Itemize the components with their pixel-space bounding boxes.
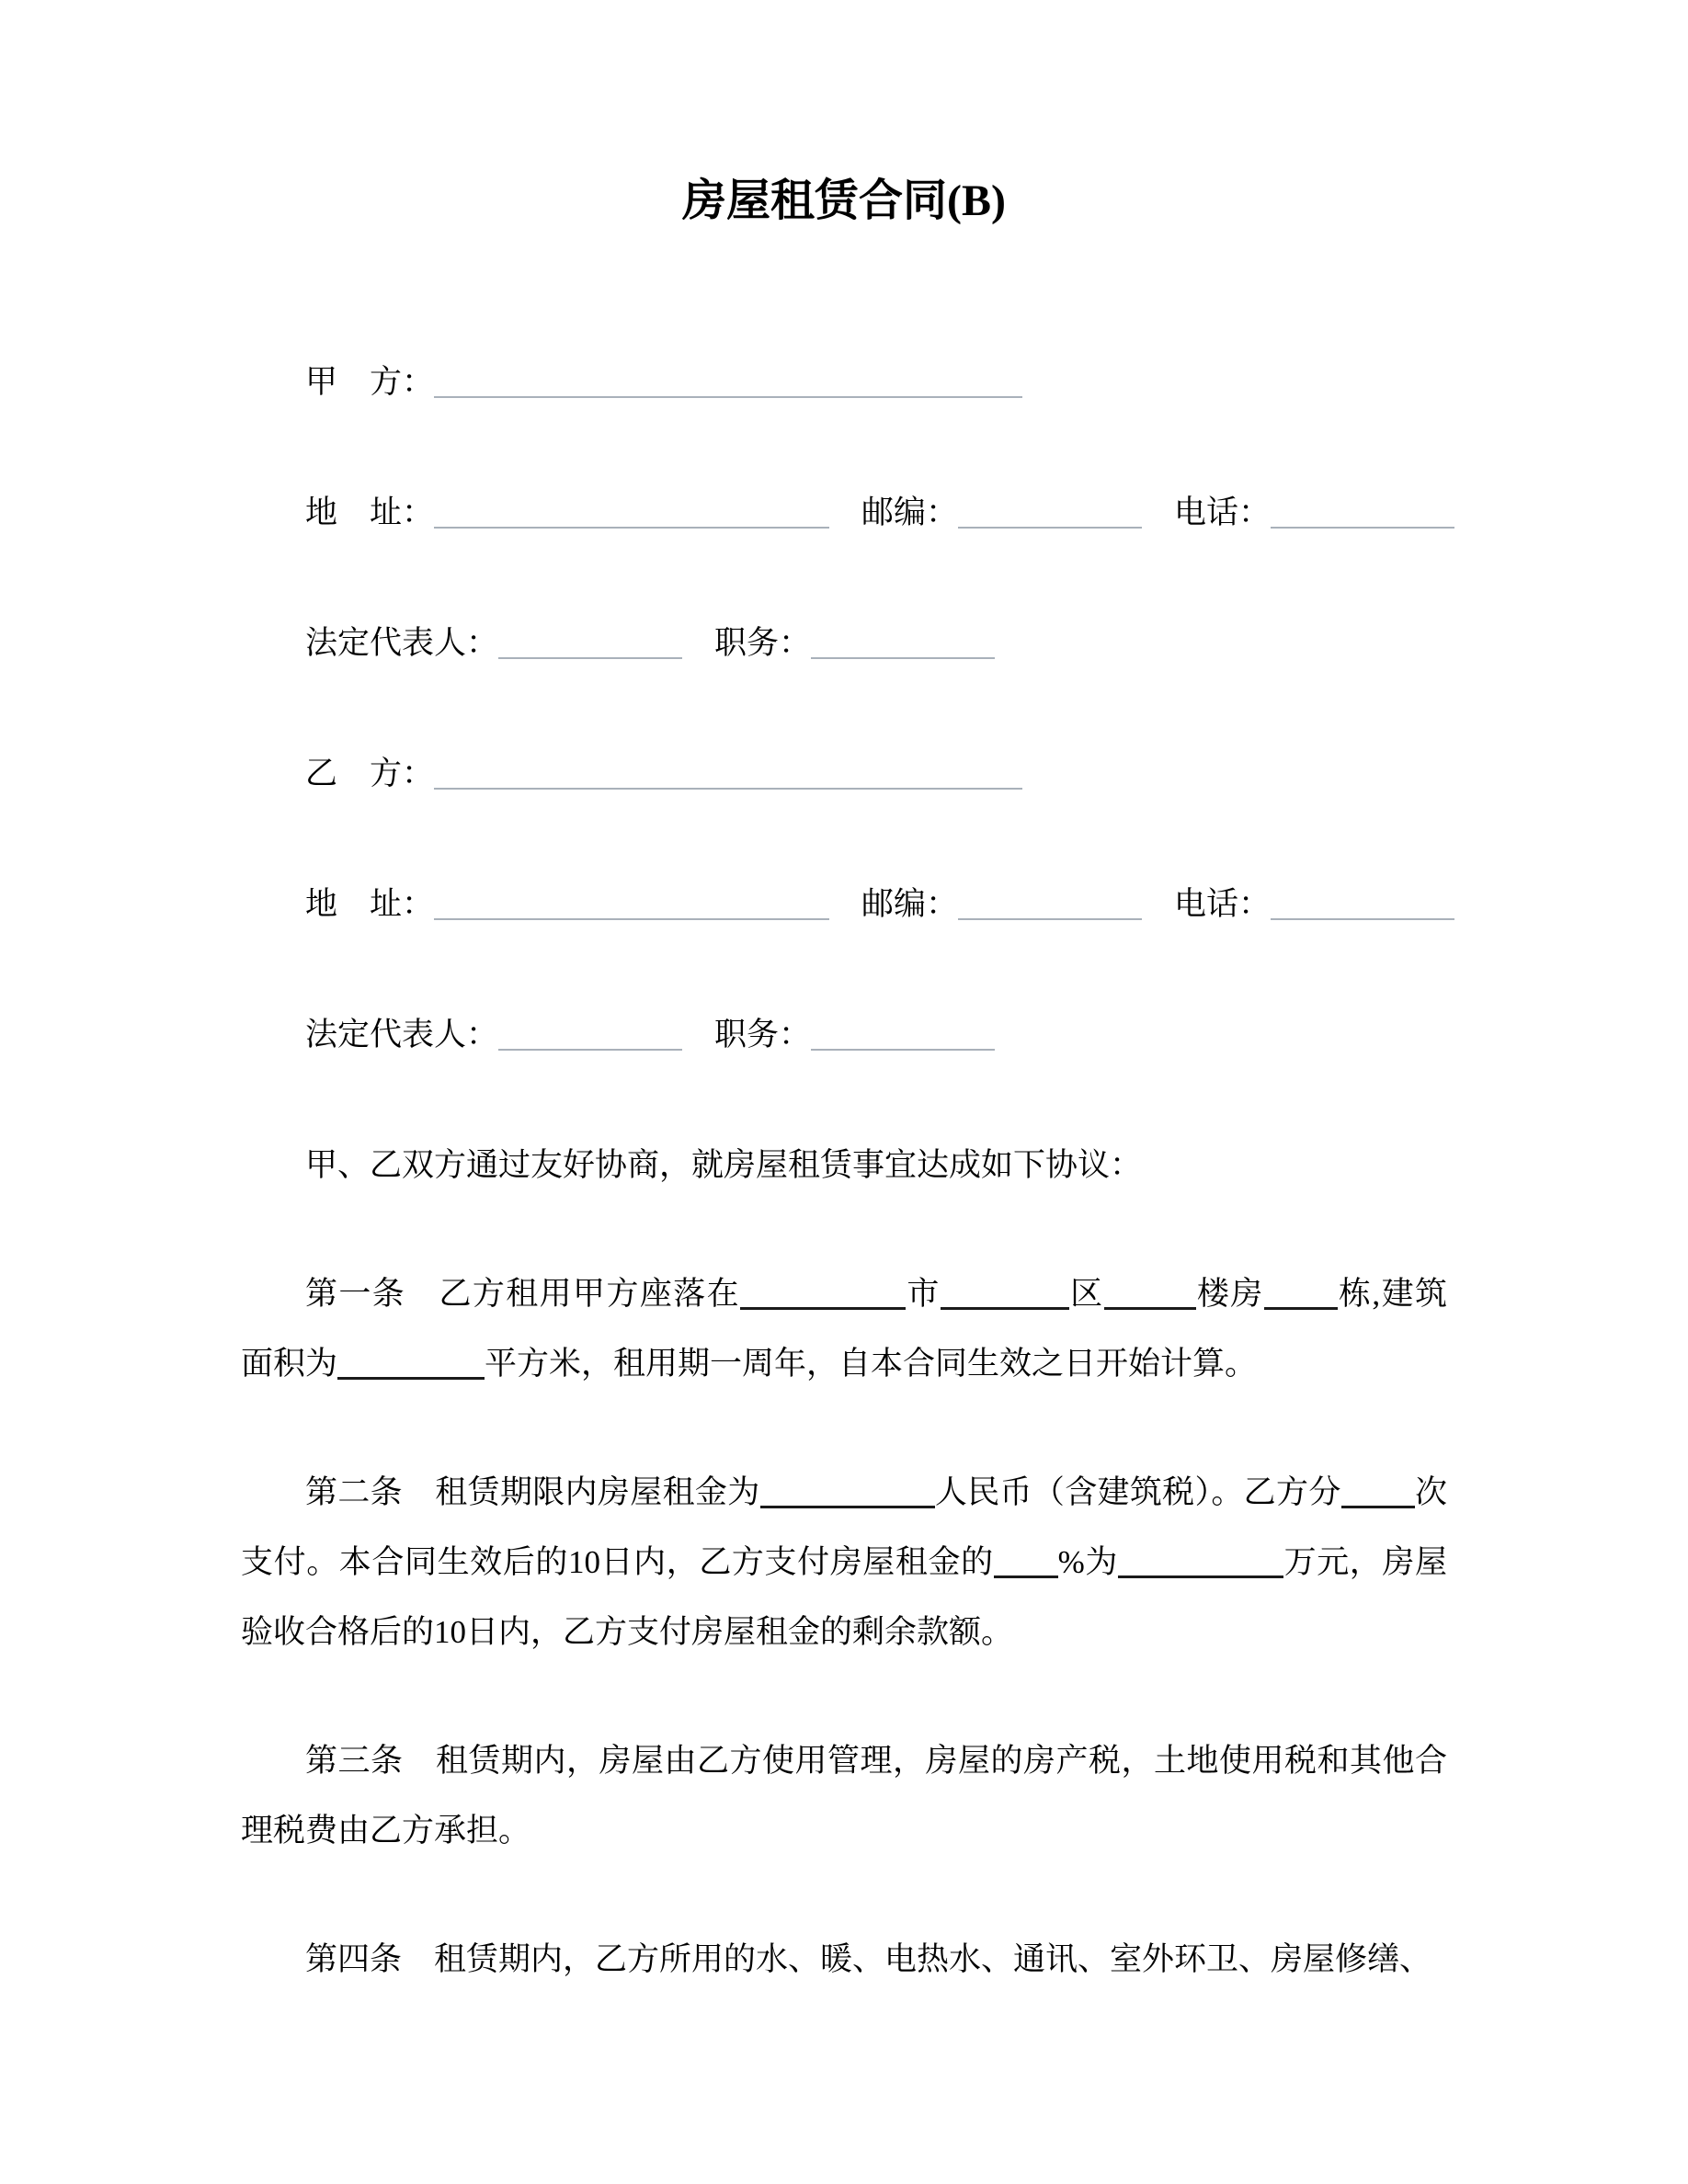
document-title: 房屋租赁合同(B)	[682, 176, 1006, 225]
blank-fill-line	[498, 1049, 682, 1051]
blank-fill-line	[811, 1049, 995, 1051]
blank-fill-line	[958, 527, 1142, 529]
text-run: 地 址：	[305, 886, 435, 922]
text-run: 第一条 乙方租用甲方座落在	[305, 1276, 740, 1312]
blank-fill-line	[434, 918, 829, 920]
field-line-address-a	[241, 478, 1447, 548]
text-run: 平方米，租用期一周年，自本合同生效之日开始计算。	[485, 1346, 1258, 1382]
party-info-section	[241, 347, 1447, 1070]
blank-fill-line	[1118, 1575, 1283, 1578]
text-run: 电话：	[1142, 495, 1272, 530]
text-run: 第四条 租赁期内，乙方所用的水、暖、电热水、通讯、室外环卫、房屋修缮、	[305, 1941, 1432, 1977]
blank-fill-line	[337, 1377, 485, 1380]
article-4-paragraph	[241, 1925, 1447, 1995]
text-run: 第三条 租赁期内，房屋由乙方使用管理，房屋的房产税，土地使用税和其他合理税费由乙方承担。	[241, 1743, 1447, 1848]
blank-fill-line	[1271, 918, 1454, 920]
blank-fill-line	[434, 788, 1022, 790]
contract-body-section	[241, 1131, 1447, 1995]
text-run: 栋,建筑面积为	[241, 1276, 1447, 1382]
text-run: 职务：	[682, 1017, 812, 1052]
text-run: 人民币（含建筑税）。乙方分	[934, 1474, 1341, 1510]
article-3-paragraph	[241, 1726, 1447, 1866]
text-run: 法定代表人：	[305, 625, 499, 661]
blank-fill-line	[498, 657, 682, 659]
blank-fill-line	[958, 918, 1142, 920]
blank-fill-line	[434, 527, 829, 529]
blank-fill-line	[740, 1307, 906, 1310]
blank-fill-line	[941, 1307, 1069, 1310]
field-line-party-b	[241, 739, 1447, 809]
blank-fill-line	[1341, 1506, 1415, 1508]
text-run: 市	[905, 1276, 941, 1312]
blank-fill-line	[811, 657, 995, 659]
text-run: 地 址：	[305, 495, 435, 530]
text-run: 区	[1068, 1276, 1104, 1312]
text-run: 万元，房屋验收合格后的10日内，乙方支付房屋租金的剩余款额。	[241, 1544, 1447, 1650]
text-run: 第二条 租赁期限内房屋租金为	[305, 1474, 760, 1510]
field-line-legal-rep-b	[241, 1000, 1447, 1070]
text-run: 乙 方：	[305, 756, 435, 791]
field-line-address-b	[241, 870, 1447, 939]
article-1-paragraph	[241, 1259, 1447, 1399]
text-run: 职务：	[682, 625, 812, 661]
text-run: 楼房	[1195, 1276, 1264, 1312]
blank-fill-line	[1264, 1307, 1338, 1310]
blank-fill-line	[994, 1575, 1058, 1578]
blank-fill-line	[1104, 1307, 1196, 1310]
article-2-paragraph	[241, 1458, 1447, 1667]
text-run: 次支付。本合同生效后的10日内，乙方支付房屋租金的	[241, 1474, 1447, 1580]
text-run: 法定代表人：	[305, 1017, 499, 1052]
text-run: 甲 方：	[305, 364, 435, 400]
blank-fill-line	[1271, 527, 1454, 529]
field-line-legal-rep-a	[241, 609, 1447, 678]
text-run: 邮编：	[829, 495, 959, 530]
field-line-party-a	[241, 347, 1447, 417]
text-run: %为	[1057, 1544, 1119, 1580]
blank-fill-line	[760, 1506, 935, 1508]
intro-paragraph: 甲、乙双方通过友好协商，就房屋租赁事宜达成如下协议：	[305, 1147, 1143, 1183]
blank-fill-line	[434, 396, 1022, 398]
text-run: 邮编：	[829, 886, 959, 922]
text-run: 电话：	[1142, 886, 1272, 922]
